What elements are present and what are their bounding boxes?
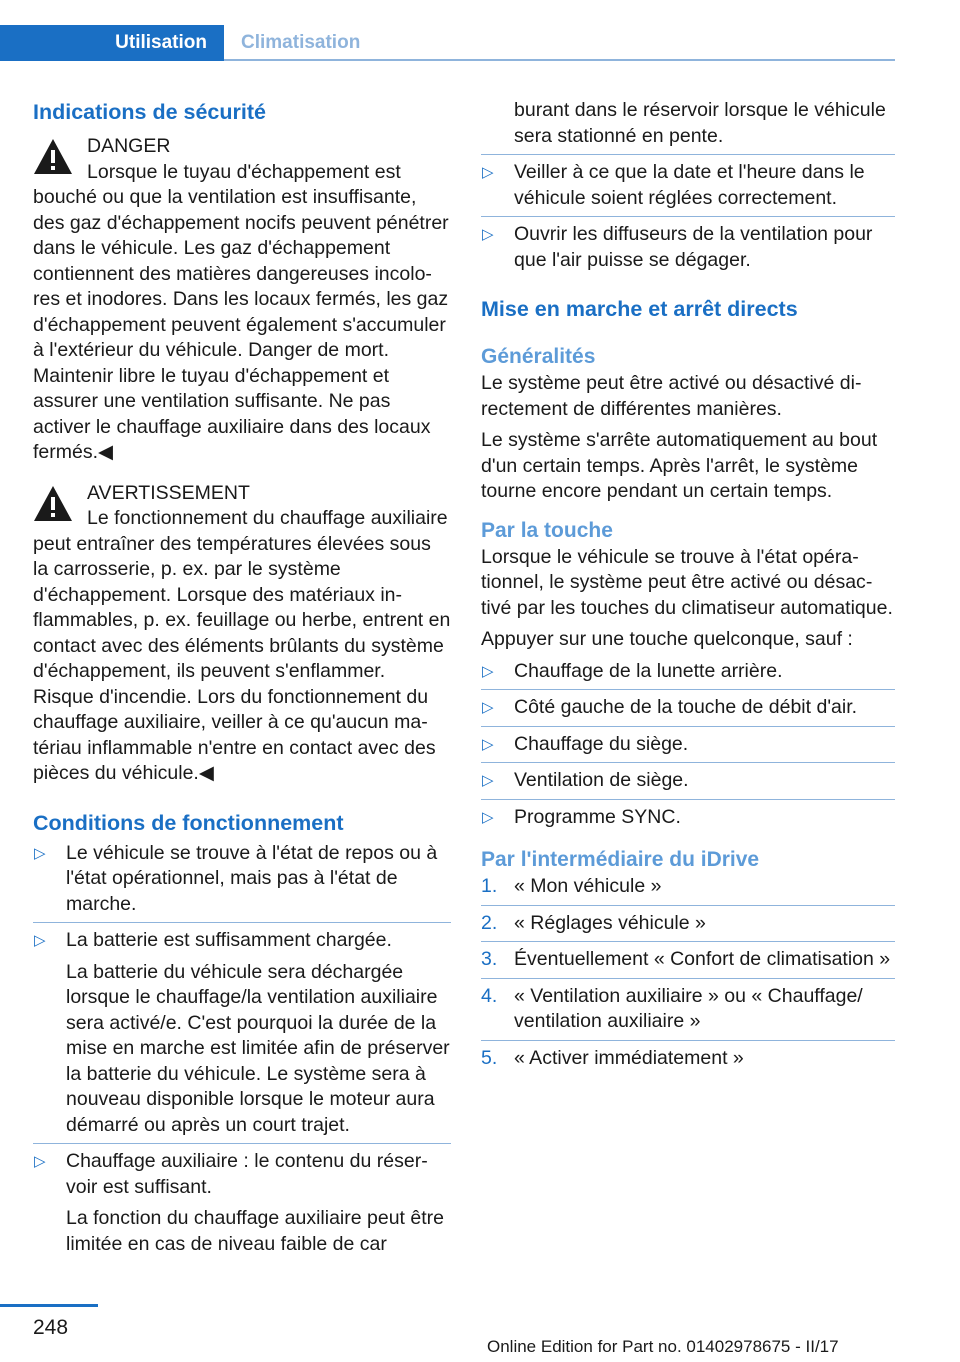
conditions-list <box>33 841 451 1258</box>
divider <box>481 1040 895 1041</box>
list-item: 3. Éventuellement « Confort de climatisation » <box>481 948 891 970</box>
triangle-bullet-icon: ▷ <box>482 808 494 826</box>
general-paragraph: Le système s'arrête automatiquement au bout d'un certain temps. Après l'arrêt, le système tourne encore pendant un certain temps. <box>481 429 878 502</box>
idrive-steps <box>481 874 895 1071</box>
left-column <box>33 98 451 1257</box>
right-column <box>481 98 895 1071</box>
list-item: ▷ Chauffage de la lunette arrière. <box>481 659 895 685</box>
divider <box>481 154 895 155</box>
danger-notice <box>33 134 451 466</box>
divider <box>481 905 895 906</box>
triangle-bullet-icon: ▷ <box>482 699 494 716</box>
triangle-bullet-icon: ▷ <box>482 772 494 789</box>
list-item: ▷ Ventilation de siège. <box>481 768 895 794</box>
button-paragraph: Lorsque le véhicule se trouve à l'état opérationnel, le système peut être activé ou désactivé par les touches du climatiseur automatique. <box>481 545 893 619</box>
direct-heading: Mise en marche et arrêt directs <box>481 297 798 321</box>
list-item: burant dans le réservoir lorsque le véhicule sera stationné en pente. <box>514 99 886 147</box>
list-item: 1. « Mon véhicule » <box>481 875 662 897</box>
danger-title: DANGER <box>87 135 171 157</box>
list-item: ▷ Ouvrir les diffuseurs de la ventilation pour que l'air puisse se dégager. <box>482 223 873 271</box>
divider <box>481 799 895 800</box>
except-list <box>481 659 895 831</box>
triangle-bullet-icon: ▷ <box>34 1153 46 1170</box>
triangle-bullet-icon: ▷ <box>34 844 46 862</box>
conditions-heading: Conditions de fonctionnement <box>33 810 344 835</box>
divider <box>481 762 895 763</box>
safety-heading: Indications de sécurité <box>33 100 266 124</box>
conditions-list-continued <box>481 98 895 273</box>
warning-text: Le fonctionnement du chauffage auxiliaire peut entraîner des températures élevées sous la carrosserie, p. ex. par le système d'échappement. Lorsque des matériaux inflammables, p. ex. feuillage ou herbe, entrent en contact avec des éléments brûlants du système d'échappement, ils peuvent s'enflammer. Risque d'incendie. Lors du fonctionnement du chauffage auxiliaire, veiller à ce qu'aucun matériau inflammable n'entre en contact avec des pièces du véhicule.◀ <box>33 507 451 784</box>
divider <box>33 922 451 923</box>
divider <box>481 941 895 942</box>
divider <box>481 689 895 690</box>
divider <box>33 1143 451 1144</box>
list-item: 2. « Réglages véhicule » <box>481 911 706 934</box>
general-paragraph: Le système peut être activé ou désactivé directement de différentes manières. <box>481 372 862 420</box>
list-item: ▷ Programme SYNC. <box>481 805 895 831</box>
edition-text: Online Edition for Part no. 01402978675 - II/17 <box>487 1337 839 1356</box>
divider <box>481 978 895 979</box>
list-item: ▷ Chauffage du siège. <box>481 732 895 758</box>
triangle-bullet-icon: ▷ <box>34 932 46 949</box>
list-item: ▷ Côté gauche de la touche de débit d'air. <box>481 695 895 721</box>
warning-triangle-icon <box>33 137 73 177</box>
button-heading: Par la touche <box>481 518 613 542</box>
button-paragraph: Appuyer sur une touche quelconque, sauf : <box>481 628 853 650</box>
header-divider <box>224 59 895 61</box>
page-number: 248 <box>33 1316 69 1339</box>
divider <box>481 216 895 217</box>
list-item: ▷ Chauffage auxiliaire : le contenu du réservoir est suffisant. La fonction du chauffage auxiliaire peut être limitée en cas de niveau faible de car <box>34 1150 444 1255</box>
list-item: 5. « Activer immédiatement » <box>481 1046 744 1069</box>
list-item: 4. « Ventilation auxiliaire » ou « Chauffage/ ventilation auxiliaire » <box>481 984 863 1032</box>
triangle-bullet-icon: ▷ <box>482 164 494 181</box>
general-heading: Généralités <box>481 345 596 368</box>
triangle-bullet-icon: ▷ <box>482 662 494 680</box>
list-item: ▷ Le véhicule se trouve à l'état de repos ou à l'état opérationnel, mais pas à l'état de marche. <box>34 841 438 915</box>
divider <box>481 726 895 727</box>
triangle-bullet-icon: ▷ <box>482 226 494 243</box>
tab-utilisation[interactable]: Utilisation <box>0 25 224 61</box>
footer-divider <box>0 1304 98 1307</box>
danger-text: Lorsque le tuyau d'échappement est bouché ou que la ventilation est insuffisante, des gaz d'échappement nocifs peuvent pénétrer dans le véhicule. Les gaz d'échappement contiennent des matières dangereuses incolores et inodores. Dans les locaux fermés, les gaz d'échappement peuvent également s'accumuler à l'extérieur du véhicule. Danger de mort. Maintenir libre le tuyau d'échappement et assurer une ventilation suffisante. Ne pas activer le chauffage auxiliaire dans des locaux fermés.◀ <box>33 160 449 463</box>
warning-notice <box>33 481 451 787</box>
header-bar <box>0 25 895 61</box>
tab-climatisation[interactable]: Climatisation <box>241 32 361 53</box>
warning-title: AVERTISSEMENT <box>87 481 250 504</box>
list-item: ▷ Veiller à ce que la date et l'heure dans le véhicule soient réglées correctement. <box>482 161 865 209</box>
triangle-bullet-icon: ▷ <box>482 735 494 753</box>
warning-triangle-icon <box>33 484 73 524</box>
idrive-heading: Par l'intermédiaire du iDrive <box>481 848 760 871</box>
list-item: ▷ La batterie est suffisamment chargée. La batterie du véhicule sera déchargée lorsque le chauffage/la ventilation auxiliaire sera activé/e. C'est pourquoi la durée de la mise en marche est limitée afin de préserver la batterie du véhicule. Le système sera à nouveau disponible lorsque le moteur aura démarré ou après un court trajet. <box>34 929 450 1136</box>
